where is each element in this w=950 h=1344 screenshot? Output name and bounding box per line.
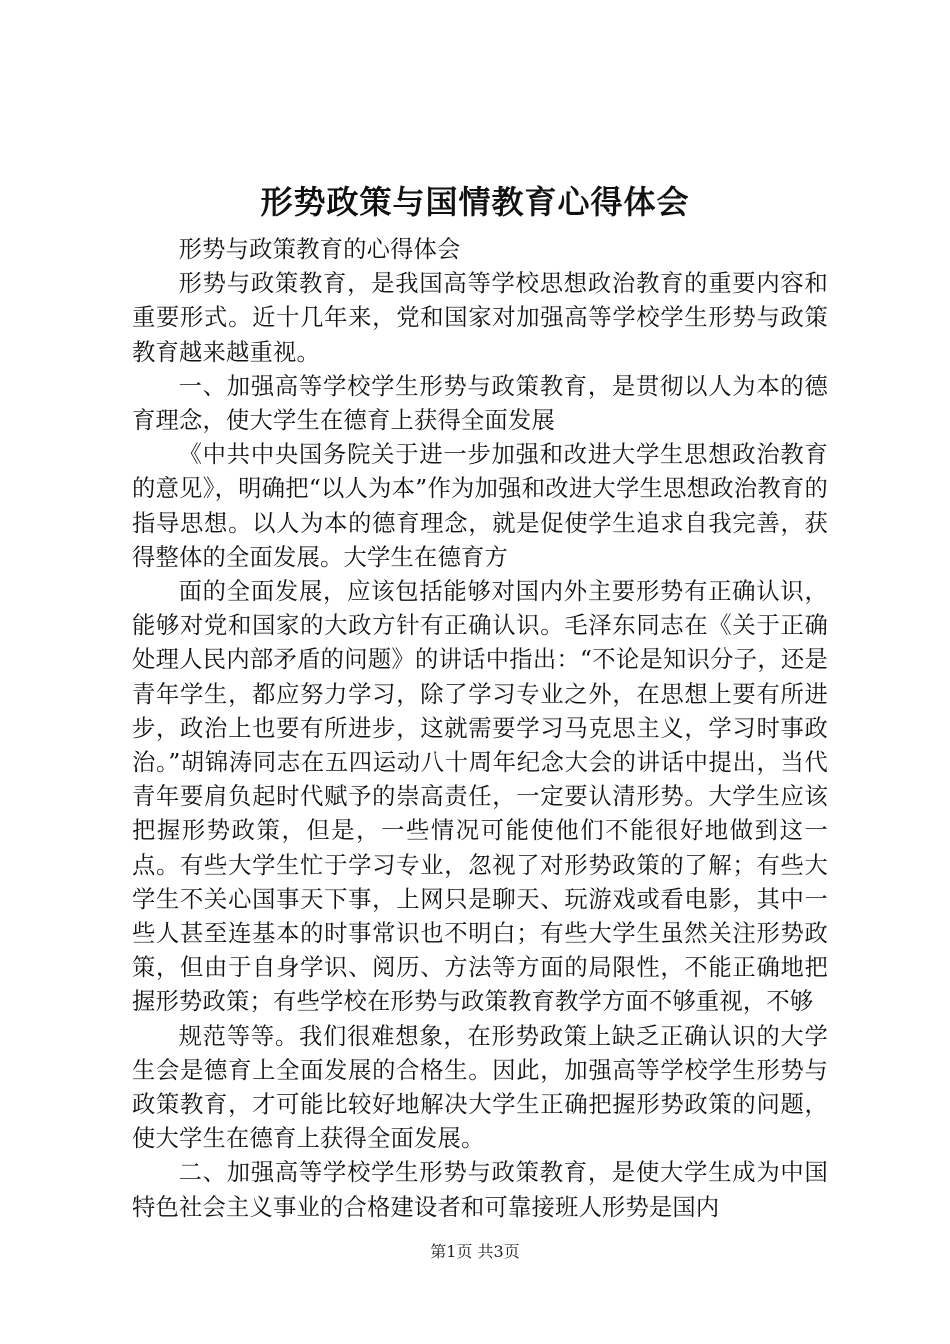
paragraph: 《中共中央国务院关于进一步加强和改进大学生思想政治教育的意见》，明确把“以人为本”作为加强和改进大学生思想政治教育的指导思想。以人为本的德育理念，就是促使学生追求自我完善，获得整体的全面发展。大学生在德育方 — [132, 441, 828, 571]
document-title: 形势政策与国情教育心得体会 — [260, 183, 690, 221]
section-heading-2: 二、加强高等学校学生形势与政策教育，是使大学生成为中国特色社会主义事业的合格建设者和可靠接班人形势是国内 — [132, 1159, 828, 1221]
paragraph: 规范等等。我们很难想象，在形势政策上缺乏正确认识的大学生会是德育上全面发展的合格生。因此，加强高等学校学生形势与政策教育，才可能比较好地解决大学生正确把握形势政策的问题，使大学生在德育上获得全面发展。 — [132, 1022, 828, 1153]
page-number-footer: 第1页 共3页 — [430, 1242, 520, 1261]
document-body — [132, 233, 828, 1225]
paragraph-subtitle: 形势与政策教育的心得体会 — [178, 236, 461, 263]
paragraph-intro: 形势与政策教育，是我国高等学校思想政治教育的重要内容和重要形式。近十几年来，党和国家对加强高等学校学生形势与政策教育越来越重视。 — [132, 270, 828, 366]
paragraph: 面的全面发展，应该包括能够对国内外主要形势有正确认识，能够对党和国家的大政方针有正确认识。毛泽东同志在《关于正确处理人民内部矛盾的问题》的讲话中指出：“不论是知识分子，还是青年学生，都应努力学习，除了学习专业之外，在思想上要有所进步，政治上也要有所进步，这就需要学习马克思主义，学习时事政治。”胡锦涛同志在五四运动八十周年纪念大会的讲话中提出，当代青年要肩负起时代赋予的崇高责任，一定要认清形势。大学生应该把握形势政策，但是，一些情况可能使他们不能很好地做到这一点。有些大学生忙于学习专业，忽视了对形势政策的了解；有些大学生不关心国事天下事，上网只是聊天、玩游戏或看电影，其中一些人甚至连基本的时事常识也不明白；有些大学生虽然关注形势政策，但由于自身学识、阅历、方法等方面的局限性，不能正确地把握形势政策；有些学校在形势与政策教育教学方面不够重视，不够 — [132, 578, 828, 1016]
section-heading-1: 一、加强高等学校学生形势与政策教育，是贯彻以人为本的德育理念，使大学生在德育上获得全面发展 — [132, 372, 828, 435]
